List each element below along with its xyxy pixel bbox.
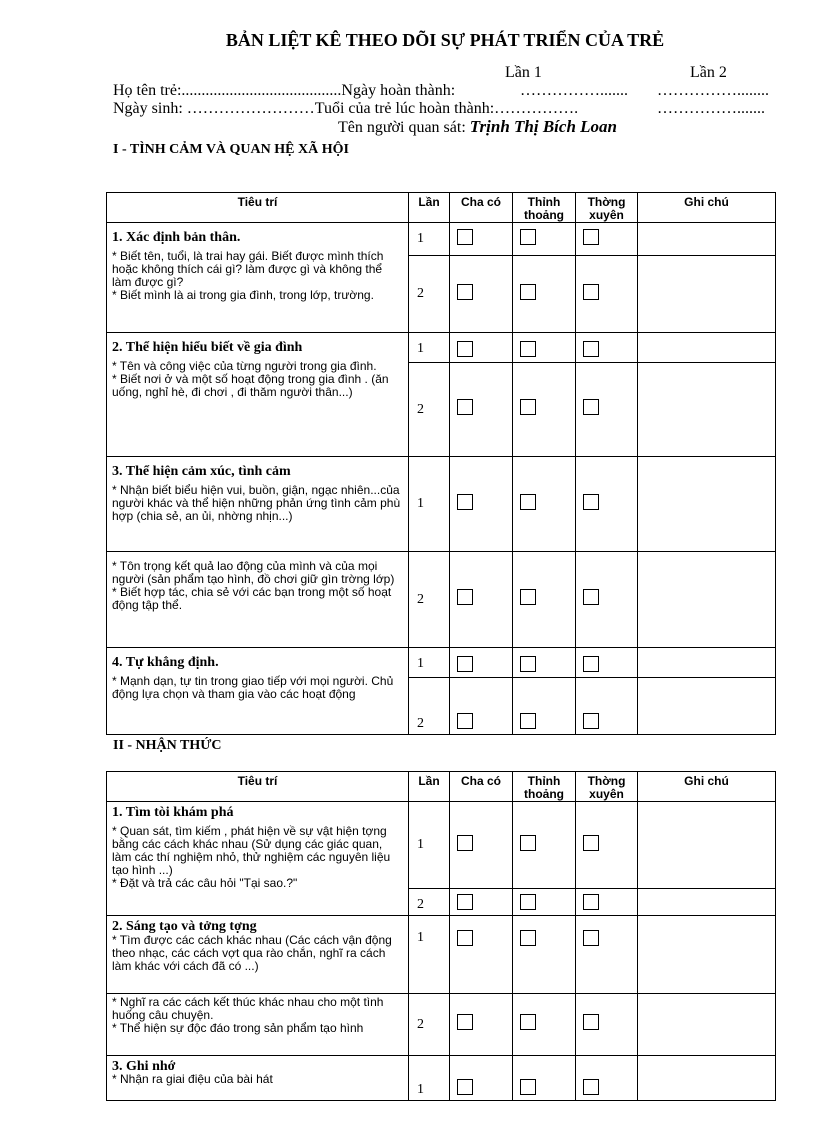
criteria-cell [107,457,409,552]
lan-number: 2 [409,552,450,648]
checkbox[interactable] [520,894,536,910]
checkbox[interactable] [457,835,473,851]
note-cell[interactable] [638,363,776,457]
checkbox[interactable] [457,930,473,946]
checkbox[interactable] [457,894,473,910]
criteria-heading: 4. Tự khẳng định. [112,655,219,670]
lan-number: 1 [409,223,450,256]
criteria-cell [107,916,409,994]
checkbox[interactable] [583,399,599,415]
criteria-heading: 3. Ghi nhớ [112,1059,176,1074]
checkbox[interactable] [583,1079,599,1095]
lan-number: 1 [409,1056,450,1101]
checkbox[interactable] [457,656,473,672]
note-cell[interactable] [638,457,776,552]
observer-name: Trịnh Thị Bích Loan [469,117,617,136]
birthdate-line: Ngày sinh: ……………………Tuổi của trẻ lúc hoàn thành:……………. [113,100,579,117]
checkbox[interactable] [457,713,473,729]
checkbox[interactable] [583,341,599,357]
criteria-heading: 1. Xác định bản thân. [112,230,241,245]
checkbox[interactable] [457,589,473,605]
age-dots: ……………....... [657,100,765,117]
checkbox[interactable] [520,399,536,415]
header-lan2: Lần 2 [690,64,727,81]
lan-number: 2 [409,363,450,457]
note-cell[interactable] [638,1056,776,1101]
note-cell[interactable] [638,223,776,256]
criteria-description: * Quan sát, tìm kiếm , phát hiện về sự vật hiện tợng bằng các cách khác nhau (Sử dụng các giác quan, làm các thí nghiệm nhỏ, thử nghiệm các nguyên liệu tạo hình ...) * Đặt và trả các câu hỏi "Tại sao.?" [112,824,391,890]
section-2-table [106,771,776,1101]
criteria-cell [107,802,409,916]
criteria-heading: 3. Thể hiện cảm xúc, tình cảm [112,464,291,479]
checkbox[interactable] [583,930,599,946]
checkbox[interactable] [583,713,599,729]
lan-number: 1 [409,802,450,889]
checkbox[interactable] [520,494,536,510]
checkbox[interactable] [520,835,536,851]
criteria-description: * Tìm được các cách khác nhau (Các cách vận động theo nhạc, các cách vợt qua rào chắn, nghĩ ra cách làm khác với cách đã có ...) [112,933,392,973]
criteria-description: * Nhận ra giai điệu của bài hát [112,1072,273,1086]
checkbox[interactable] [583,835,599,851]
checkbox[interactable] [520,229,536,245]
checkbox[interactable] [583,284,599,300]
lan-number: 1 [409,648,450,678]
checkbox[interactable] [457,284,473,300]
checkbox[interactable] [520,341,536,357]
criteria-cell [107,333,409,457]
document-title: BẢN LIỆT KÊ THEO DÕI SỰ PHÁT TRIỂN CỦA TRẺ [225,30,665,50]
checkbox[interactable] [583,894,599,910]
col-often: Thờng xuyên [576,193,638,223]
note-cell[interactable] [638,256,776,333]
criteria-cell [107,552,409,648]
criteria-description: * Nghĩ ra các cách kết thúc khác nhau cho một tình huống câu chuyện. * Thể hiện sự độc đáo trong sản phẩm tạo hình [112,995,384,1035]
checkbox[interactable] [520,589,536,605]
checkbox[interactable] [583,229,599,245]
completion-date-dots-2: ……………........ [657,82,769,99]
section-2-title: II - NHẬN THỨC [113,738,222,753]
checkbox[interactable] [457,229,473,245]
col-notes: Ghi chú [638,772,776,802]
criteria-cell [107,223,409,333]
col-sometimes: Thỉnh thoảng [513,193,576,223]
criteria-cell [107,994,409,1056]
checkbox[interactable] [457,341,473,357]
completion-date-dots-1: ……………....... [520,82,628,99]
child-name-line: Họ tên trẻ:........................................Ngày hoàn thành: [113,82,456,99]
checkbox[interactable] [520,1079,536,1095]
note-cell[interactable] [638,333,776,363]
criteria-cell [107,648,409,735]
lan-number: 2 [409,256,450,333]
checkbox[interactable] [520,284,536,300]
observer-line [338,117,617,137]
criteria-heading: 1. Tìm tòi khám phá [112,805,234,820]
checkbox[interactable] [457,1014,473,1030]
note-cell[interactable] [638,648,776,678]
criteria-description: * Tên và công việc của từng người trong gia đình. * Biết nơi ở và một số hoạt động trong gia đình . (ăn uống, nghỉ hè, đi chơi , đi thăm người thân...) [112,359,389,399]
col-sometimes: Thỉnh thoảng [513,772,576,802]
col-notes: Ghi chú [638,193,776,223]
note-cell[interactable] [638,916,776,994]
checkbox[interactable] [583,1014,599,1030]
lan-number: 2 [409,678,450,735]
checkbox[interactable] [457,399,473,415]
criteria-description: * Biết tên, tuổi, là trai hay gái. Biết được mình thích hoặc không thích cái gì? làm được gì và không thể làm được gì? * Biết mình là ai trong gia đình, trong lớp, trường. [112,249,384,302]
checkbox[interactable] [457,494,473,510]
criteria-heading: 2. Thể hiện hiểu biết về gia đình [112,340,303,355]
col-not-yet: Cha có [450,772,513,802]
col-not-yet: Cha có [450,193,513,223]
col-often: Thờng xuyên [576,772,638,802]
checkbox[interactable] [520,656,536,672]
criteria-cell [107,1056,409,1101]
checkbox[interactable] [457,1079,473,1095]
section-1-table [106,192,776,735]
checkbox[interactable] [520,713,536,729]
checkbox[interactable] [583,656,599,672]
col-lan: Lần [409,772,450,802]
header-lan1: Lần 1 [505,64,542,81]
col-criteria: Tiêu trí [107,193,409,223]
checkbox[interactable] [583,494,599,510]
note-cell[interactable] [638,994,776,1056]
criteria-description: * Tôn trọng kết quả lao động của mình và của mọi người (sản phẩm tạo hình, đồ chơi giữ gìn trờng lớp) * Biết hợp tác, chia sẻ với các bạn trong một số hoạt động tập thể. [112,559,395,612]
lan-number: 2 [409,889,450,916]
note-cell[interactable] [638,889,776,916]
checkbox[interactable] [520,930,536,946]
lan-number: 1 [409,916,450,994]
lan-number: 1 [409,333,450,363]
lan-number: 1 [409,457,450,552]
lan-number: 2 [409,994,450,1056]
observer-label: Tên người quan sát: [338,119,466,136]
col-criteria: Tiêu trí [107,772,409,802]
criteria-heading: 2. Sáng tạo và tởng tợng [112,919,257,934]
note-cell[interactable] [638,802,776,889]
section-1-title: I - TÌNH CẢM VÀ QUAN HỆ XÃ HỘI [113,142,349,157]
note-cell[interactable] [638,552,776,648]
checkbox[interactable] [520,1014,536,1030]
criteria-description: * Mạnh dạn, tự tin trong giao tiếp với mọi người. Chủ động lựa chọn và tham gia vào các hoạt động [112,674,394,701]
note-cell[interactable] [638,678,776,735]
criteria-description: * Nhận biết biểu hiện vui, buồn, giận, ngạc nhiên...của người khác và thể hiện những phản ứng tình cảm phù hợp (chia sẻ, an ủi, nhờng nhịn...) [112,483,401,523]
checkbox[interactable] [583,589,599,605]
col-lan: Lần [409,193,450,223]
